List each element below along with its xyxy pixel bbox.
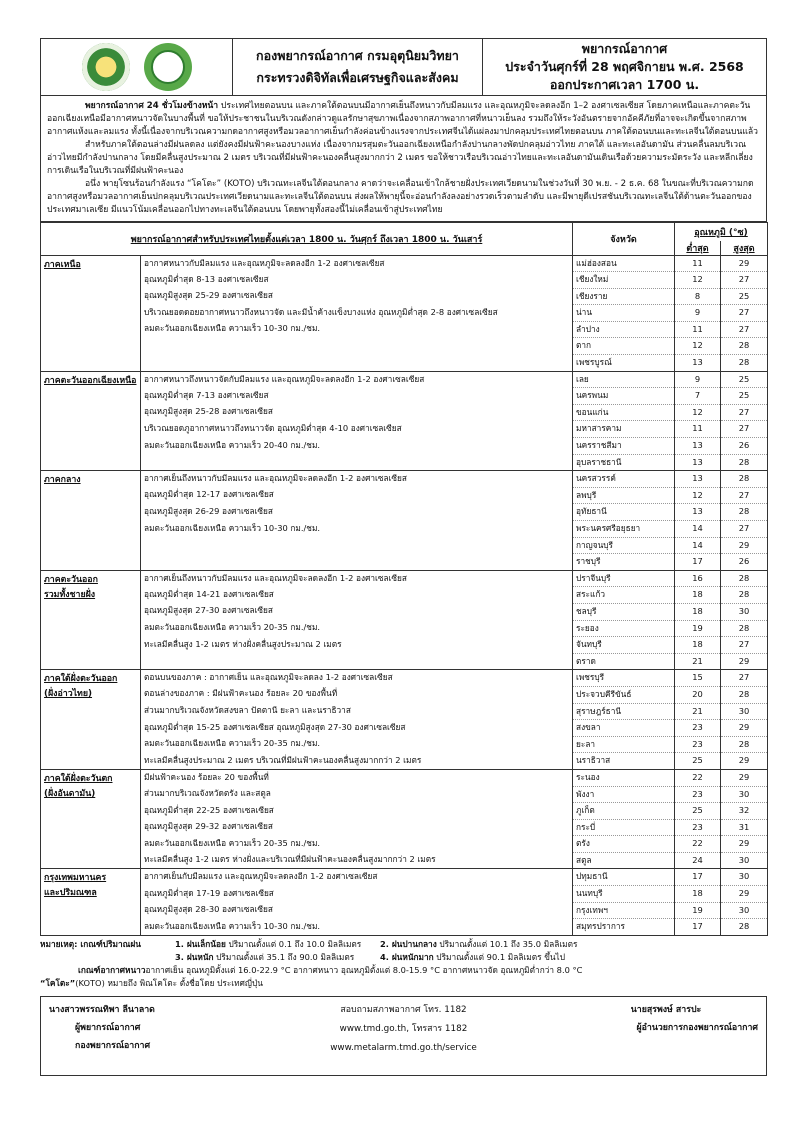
max-temp: 27 [721,637,768,654]
province-name: นครสวรรค์ [573,471,675,488]
forecast-description: บริเวณยอดภูอากาศหนาวถึงหนาวจัด อุณหภูมิต่ำสุด 4-10 องศาเซลเซียส [141,421,573,438]
forecast-description: อุณหภูมิต่ำสุด 12-17 องศาเซลเซียส [141,487,573,504]
footer [40,996,767,1076]
min-temp: 24 [675,852,721,869]
forecaster-block [41,997,241,1075]
forecast-description: ตอนล่างของภาค : มีฝนฟ้าคะนอง ร้อยละ 20 ของพื้นที่ [141,686,573,703]
region-name [41,869,141,935]
max-temp: 28 [721,919,768,936]
min-temp: 21 [675,653,721,670]
province-name: นราธิวาส [573,753,675,770]
table-row [41,769,768,786]
forecast-description: ส่วนมากบริเวณจังหวัดตรัง และสตูล [141,786,573,803]
min-temp: 14 [675,521,721,538]
min-temp: 23 [675,819,721,836]
forecast-description: ส่วนมากบริเวณจังหวัดสงขลา ปัตตานี ยะลา และนราธิวาส [141,703,573,720]
rain-criteria-label: หมายเหตุ: เกณฑ์ปริมาณฝน [40,938,141,949]
table-row [41,902,768,919]
table-row [41,886,768,903]
forecast-description: ลมตะวันออกเฉียงเหนือ ความเร็ว 20-35 กม./ชม. [141,620,573,637]
max-temp: 30 [721,869,768,886]
max-temp: 29 [721,886,768,903]
min-temp: 13 [675,438,721,455]
min-temp: 12 [675,338,721,355]
forecast-description: อุณหภูมิสูงสุด 25-28 องศาเซลเซียส [141,404,573,421]
max-temp: 30 [721,852,768,869]
outlook-lead: พยากรณ์อากาศ 24 ชั่วโมงข้างหน้า [85,101,219,111]
province-name: เพชรบูรณ์ [573,355,675,372]
max-temp: 27 [721,305,768,322]
max-temp: 30 [721,786,768,803]
tmd-logo-icon [82,43,130,91]
table-row [41,388,768,405]
forecast-description: อากาศหนาวกับมีลมแรง และอุณหภูมิจะลดลงอีก 1-2 องศาเซลเซียส [141,255,573,272]
contact-phone: สอบถามสภาพอากาศ โทร. 1182 [340,1004,467,1015]
max-temp: 28 [721,355,768,372]
max-temp: 29 [721,753,768,770]
region-name-line: และปริมณฑล [44,888,97,899]
max-temp: 28 [721,587,768,604]
max-temp: 28 [721,504,768,521]
province-name: ปทุมธานี [573,869,675,886]
director-name: นายสุรพงษ์ สารปะ [630,1004,702,1015]
table-row [41,570,768,587]
cold-criteria-label: เกณฑ์อากาศหนาว [78,964,146,975]
min-temp: 23 [675,786,721,803]
max-temp: 30 [721,603,768,620]
min-temp: 11 [675,321,721,338]
province-name: สุราษฎร์ธานี [573,703,675,720]
region-name-line: รวมทั้งชายฝั่ง [44,589,96,600]
max-temp: 29 [721,720,768,737]
forecast-description: อุณหภูมิต่ำสุด 17-19 องศาเซลเซียส [141,886,573,903]
max-temp: 29 [721,537,768,554]
province-name: กรุงเทพฯ [573,902,675,919]
contact-website[interactable]: www.tmd.go.th, โทรสาร 1182 [339,1023,468,1034]
table-row [41,321,768,338]
max-temp: 29 [721,836,768,853]
min-temp: 22 [675,836,721,853]
forecast-description [141,537,573,554]
max-temp: 29 [721,653,768,670]
department-block [233,39,483,95]
page-title: พยากรณ์อากาศ [581,41,668,56]
province-name: พระนครศรีอยุธยา [573,521,675,538]
cold-criteria [40,964,767,977]
forecast-description: อุณหภูมิสูงสุด 25-29 องศาเซลเซียส [141,288,573,305]
forecast-description: ทะเลมีคลื่นสูง 1-2 เมตร ห่างฝั่งและบริเวณที่มีฝนฟ้าคะนองคลื่นสูงมากกว่า 2 เมตร [141,852,573,869]
region-name [41,670,141,770]
forecast-description: อากาศเย็นกับมีลมแรง และอุณหภูมิจะลดลงอีก 1-2 องศาเซลเซียส [141,869,573,886]
header [40,38,767,96]
contact-block [241,997,566,1075]
regional-forecast-table [40,222,768,936]
min-temp: 12 [675,272,721,289]
forecast-description: อุณหภูมิสูงสุด 29-32 องศาเซลเซียส [141,819,573,836]
storm-name-note: “โคโตะ” (KOTO) หมายถึง พิณโคโตะ ตั้งชื่อโดย ประเทศญี่ปุ่น [40,977,263,988]
province-name: สตูล [573,852,675,869]
cold-criteria-text: อากาศเย็น อุณหภูมิตั้งแต่ 16.0-22.9 °C อากาศหนาว อุณหภูมิตั้งแต่ 8.0-15.9 °C อากาศหนาวจัด อุณหภูมิต่ำกว่า 8.0 °C [145,964,583,975]
table-row [41,819,768,836]
forecast-description [141,355,573,372]
table-row [41,504,768,521]
province-name: นนทบุรี [573,886,675,903]
region-name-line: ภาคตะวันออก [44,574,98,585]
max-temp: 29 [721,769,768,786]
min-temp: 18 [675,587,721,604]
province-name: เชียงราย [573,288,675,305]
province-name: สมุทรปราการ [573,919,675,936]
province-name: สระแก้ว [573,587,675,604]
max-temp: 28 [721,686,768,703]
forecaster-name: นางสาวพรรณทิพา ลีนาลาด [49,1004,155,1015]
region-name-line: ภาคตะวันออกเฉียงเหนือ [44,375,137,386]
min-temp: 8 [675,288,721,305]
min-temp: 25 [675,753,721,770]
min-temp: 18 [675,637,721,654]
forecast-description: อุณหภูมิต่ำสุด 22-25 องศาเซลเซียส [141,803,573,820]
outlook-text-1: ประเทศไทยตอนบน และภาคใต้ตอนบนมีอากาศเย็นถึงหนาวกับมีลมแรง และอุณหภูมิจะลดลงอีก 1–2 องศาเซลเซียส โดยภาคเหนือและภาคตะวันออกเฉียงเหนือมีอากาศหนาวจัดในบางพื้นที่ ขอให้ประชาชนในบริเวณดังกล่าวดูแลรักษาสุขภาพเนื่องจากสภาพอากาศที่หนาวเย็นลง รวมถึงให้ระวังอันตรายจากอัคคีภัยที่อาจจะเกิดขึ้นจากสภาพอากาศแห้งและลมแรง ทั้งนี้เนื่องจากบริเวณความกดอากาศสูงหรือมวลอากาศเย็นกำลังค่อนข้างแรงจากประเทศจีนได้แผ่ลงมาปกคลุมประเทศไทยตอนบน ภาคใต้ตอนบนและทะเลจีนใต้ตอนบนแล้ว [47,101,758,137]
max-temp: 27 [721,404,768,421]
table-row [41,803,768,820]
province-name: ลพบุรี [573,487,675,504]
region-name-line: (ฝั่งอ่าวไทย) [44,689,93,700]
rain-very-heavy: 4. ฝนหนักมาก ปริมาณตั้งแต่ 90.1 มิลลิเมตร ขึ้นไป [380,951,565,962]
issued-time: ออกประกาศเวลา 1700 น. [549,77,700,92]
forecast-description: อุณหภูมิต่ำสุด 7-13 องศาเซลเซียส [141,388,573,405]
outlook-paragraph-2: สำหรับภาคใต้ตอนล่างมีฝนลดลง แต่ยังคงมีฝนฟ้าคะนองบางแห่ง เนื่องจากมรสุมตะวันออกเฉียงเหนือกำลังปานกลางพัดปกคลุมอ่าวไทย ภาคใต้ และทะเลอันดามัน ส่วนคลื่นลมบริเวณอ่าวไทยมีกำลังปานกลาง โดยมีคลื่นสูงประมาณ 2 เมตร บริเวณที่มีฝนฟ้าคะนองคลื่นสูงมากกว่า 2 เมตร ขอให้ชาวเรือบริเวณอ่าวไทยและทะเลอันดามันเดินเรือด้วยความระมัดระวัง และหลีกเลี่ยงการเดินเรือในบริเวณที่มีฝนฟ้าคะนอง [47,140,753,176]
forecast-description: ลมตะวันออกเฉียงเหนือ ความเร็ว 20-40 กม./ชม. [141,438,573,455]
province-name: ขอนแก่น [573,404,675,421]
region-name-line: ภาคใต้ฝั่งตะวันออก [44,674,118,685]
region-name [41,471,141,571]
province-name: พังงา [573,786,675,803]
province-name: นครราชสีมา [573,438,675,455]
max-temp: 26 [721,438,768,455]
forecast-description [141,554,573,571]
max-temp: 27 [721,670,768,687]
max-temp: 28 [721,338,768,355]
max-temp: 27 [721,521,768,538]
min-temp: 11 [675,255,721,272]
ministry-logo-icon [144,43,192,91]
min-temp: 13 [675,454,721,471]
province-name: ภูเก็ต [573,803,675,820]
province-name: เลย [573,371,675,388]
table-row [41,338,768,355]
min-temp: 9 [675,305,721,322]
max-temp: 28 [721,736,768,753]
region-name-line: ภาคใต้ฝั่งตะวันตก [44,773,113,784]
table-row [41,869,768,886]
province-name: นครพนม [573,388,675,405]
province-name: ชลบุรี [573,603,675,620]
forecast-description: ลมตะวันออกเฉียงเหนือ ความเร็ว 10-30 กม./ชม. [141,321,573,338]
rain-moderate: 2. ฝนปานกลาง ปริมาณตั้งแต่ 10.1 ถึง 35.0 มิลลิเมตร [380,938,578,949]
min-temp: 13 [675,504,721,521]
forecast-description: อุณหภูมิสูงสุด 27-30 องศาเซลเซียส [141,603,573,620]
min-temp: 17 [675,919,721,936]
min-temp: 15 [675,670,721,687]
region-name [41,769,141,869]
province-name: ยะลา [573,736,675,753]
province-name: ลำปาง [573,321,675,338]
province-name: กระบี่ [573,819,675,836]
table-row [41,305,768,322]
table-row [41,670,768,687]
title-block [483,39,766,95]
province-name: ระนอง [573,769,675,786]
table-row [41,852,768,869]
rain-heavy: 3. ฝนหนัก ปริมาณตั้งแต่ 35.1 ถึง 90.0 มิลลิเมตร [175,951,355,962]
forecast-description: อุณหภูมิต่ำสุด 14-21 องศาเซลเซียส [141,587,573,604]
forecast-description: ลมตะวันออกเฉียงเหนือ ความเร็ว 10-30 กม./ชม. [141,919,573,936]
max-temp: 28 [721,471,768,488]
forecast-description: ลมตะวันออกเฉียงเหนือ ความเร็ว 10-30 กม./ชม. [141,521,573,538]
province-name: น่าน [573,305,675,322]
forecast-description: อากาศเย็นถึงหนาวกับมีลมแรง และอุณหภูมิจะลดลงอีก 1-2 องศาเซลเซียส [141,471,573,488]
max-temp: 30 [721,703,768,720]
table-row [41,736,768,753]
min-temp: 20 [675,686,721,703]
table-row [41,454,768,471]
forecast-description: บริเวณยอดดอยอากาศหนาวถึงหนาวจัด และมีน้ำค้างแข็งบางแห่ง อุณหภูมิต่ำสุด 2-8 องศาเซลเซียส [141,305,573,322]
province-name: อุบลราชธานี [573,454,675,471]
min-temp: 9 [675,371,721,388]
max-temp: 25 [721,288,768,305]
max-temp: 28 [721,454,768,471]
forecaster-role: ผู้พยากรณ์อากาศ [75,1022,141,1033]
min-temp: 21 [675,703,721,720]
rain-light: 1. ฝนเล็กน้อย ปริมาณตั้งแต่ 0.1 ถึง 10.0 มิลลิเมตร [175,938,362,949]
table-row [41,554,768,571]
max-temp-header: สูงสุด [721,241,768,256]
max-temp: 28 [721,620,768,637]
table-row [41,836,768,853]
max-temp: 30 [721,902,768,919]
forecast-description [141,454,573,471]
max-temp: 27 [721,487,768,504]
table-row [41,355,768,372]
forecast-description [141,653,573,670]
min-temp-header: ต่ำสุด [675,241,721,256]
province-name: เพชรบุรี [573,670,675,687]
min-temp: 11 [675,421,721,438]
min-temp: 7 [675,388,721,405]
table-row [41,587,768,604]
region-name-line: กรุงเทพมหานคร [44,873,107,884]
table-row [41,786,768,803]
table-row [41,471,768,488]
min-temp: 16 [675,570,721,587]
min-temp: 13 [675,355,721,372]
min-temp: 25 [675,803,721,820]
max-temp: 29 [721,255,768,272]
forecast-description: ตอนบนของภาค : อากาศเย็น และอุณหภูมิจะลดลง 1-2 องศาเซลเซียส [141,670,573,687]
forecast-description: อากาศเย็นถึงหนาวกับมีลมแรง และอุณหภูมิจะลดลงอีก 1-2 องศาเซลเซียส [141,570,573,587]
region-name [41,371,141,471]
region-name-line: ภาคกลาง [44,475,81,486]
forecast-description [141,338,573,355]
department-line-2: กระทรวงดิจิทัลเพื่อเศรษฐกิจและสังคม [256,70,459,85]
province-name: ปราจีนบุรี [573,570,675,587]
max-temp: 26 [721,554,768,571]
region-name [41,570,141,670]
min-temp: 13 [675,471,721,488]
min-temp: 12 [675,404,721,421]
table-row [41,603,768,620]
min-temp: 23 [675,736,721,753]
table-row [41,421,768,438]
table-row [41,288,768,305]
director-role: ผู้อำนวยการกองพยากรณ์อากาศ [636,1022,758,1033]
outlook-paragraph-1 [47,100,760,139]
forecast-description: อุณหภูมิสูงสุด 28-30 องศาเซลเซียส [141,902,573,919]
max-temp: 25 [721,388,768,405]
forecast-page [40,38,767,1076]
forecast-date: ประจำวันศุกร์ที่ 28 พฤศจิกายน พ.ศ. 2568 [505,59,744,74]
table-row [41,637,768,654]
province-name: ราชบุรี [573,554,675,571]
table-row [41,438,768,455]
max-temp: 25 [721,371,768,388]
table-row [41,521,768,538]
max-temp: 28 [721,570,768,587]
general-outlook [40,96,767,222]
province-name: กาญจนบุรี [573,537,675,554]
province-name: ประจวบคีรีขันธ์ [573,686,675,703]
min-temp: 22 [675,769,721,786]
table-row [41,703,768,720]
max-temp: 27 [721,321,768,338]
table-row [41,272,768,289]
table-row [41,537,768,554]
province-name: จันทบุรี [573,637,675,654]
min-temp: 19 [675,902,721,919]
forecaster-dept: กองพยากรณ์อากาศ [75,1040,151,1051]
table-heading: พยากรณ์อากาศสำหรับประเทศไทยตั้งแต่เวลา 1800 น. วันศุกร์ ถึงเวลา 1800 น. วันเสาร์ [41,223,573,256]
max-temp: 32 [721,803,768,820]
province-name: มหาสารคาม [573,421,675,438]
table-row [41,753,768,770]
forecast-description: อุณหภูมิสูงสุด 26-29 องศาเซลเซียส [141,504,573,521]
forecast-description: ทะเลมีคลื่นสูง 1-2 เมตร ห่างฝั่งคลื่นสูงประมาณ 2 เมตร [141,637,573,654]
table-row [41,686,768,703]
min-temp: 17 [675,554,721,571]
province-header: จังหวัด [573,223,675,256]
table-row [41,653,768,670]
province-name: ตราด [573,653,675,670]
region-name [41,255,141,371]
min-temp: 18 [675,886,721,903]
department-line-1: กองพยากรณ์อากาศ กรมอุตุนิยมวิทยา [256,48,459,63]
forecast-description: อุณหภูมิต่ำสุด 8-13 องศาเซลเซียส [141,272,573,289]
forecast-description: อุณหภูมิต่ำสุด 15-25 องศาเซลเซียส อุณหภูมิสูงสุด 27-30 องศาเซลเซียส [141,720,573,737]
province-name: แม่ฮ่องสอน [573,255,675,272]
forecast-description: มีฝนฟ้าคะนอง ร้อยละ 20 ของพื้นที่ [141,769,573,786]
table-row [41,371,768,388]
max-temp: 27 [721,421,768,438]
province-name: ระยอง [573,620,675,637]
forecast-description: ลมตะวันออกเฉียงเหนือ ความเร็ว 20-35 กม./ชม. [141,836,573,853]
province-name: ตาก [573,338,675,355]
min-temp: 18 [675,603,721,620]
min-temp: 12 [675,487,721,504]
min-temp: 23 [675,720,721,737]
table-row [41,255,768,272]
forecast-description: อากาศหนาวถึงหนาวจัดกับมีลมแรง และอุณหภูมิจะลดลงอีก 1-2 องศาเซลเซียส [141,371,573,388]
outlook-paragraph-3: อนึ่ง พายุโซนร้อนกำลังแรง “โคโตะ” (KOTO) บริเวณทะเลจีนใต้ตอนกลาง คาดว่าจะเคลื่อนเข้าใกล้ชายฝั่งประเทศเวียดนามในช่วงวันที่ 30 พ.ย. - 2 ธ.ค. 68 ในขณะที่บริเวณความกดอากาศสูงหรือมวลอากาศเย็นปกคลุมบริเวณประเทศเวียดนามและทะเลจีนใต้ตอนบน ส่งผลให้พายุนี้จะอ่อนกำลังลงอย่างรวดเร็วตามลำดับ และมีพายุดีเปรสชันบริเวณทะเลจีนใต้ด้านตะวันออกของประเทศมาเลเซีย มีแนวโน้มเคลื่อนออกไปทางทะเลจีนใต้ตอนบน โดยพายุทั้งสองนี้ไม่เคลื่อนเข้าสู่ประเทศไทย [47,179,754,215]
min-temp: 14 [675,537,721,554]
province-name: อุทัยธานี [573,504,675,521]
temperature-header: อุณหภูมิ (°ซ) [675,223,768,241]
table-row [41,404,768,421]
region-name-line: ภาคเหนือ [44,259,81,270]
forecast-description: ทะเลมีคลื่นสูงประมาณ 2 เมตร บริเวณที่มีฝนฟ้าคะนองคลื่นสูงมากกว่า 2 เมตร [141,753,573,770]
table-row [41,487,768,504]
table-row [41,720,768,737]
max-temp: 31 [721,819,768,836]
region-name-line: (ฝั่งอันดามัน) [44,788,96,799]
logos [41,39,233,95]
min-temp: 19 [675,620,721,637]
contact-service-link[interactable]: www.metalarm.tmd.go.th/service [330,1042,477,1053]
forecast-description: ลมตะวันออกเฉียงเหนือ ความเร็ว 20-35 กม./ชม. [141,736,573,753]
province-name: ตรัง [573,836,675,853]
min-temp: 17 [675,869,721,886]
max-temp: 27 [721,272,768,289]
director-block [566,997,766,1075]
province-name: เชียงใหม่ [573,272,675,289]
notes [40,938,767,990]
table-row [41,919,768,936]
table-row [41,620,768,637]
province-name: สงขลา [573,720,675,737]
